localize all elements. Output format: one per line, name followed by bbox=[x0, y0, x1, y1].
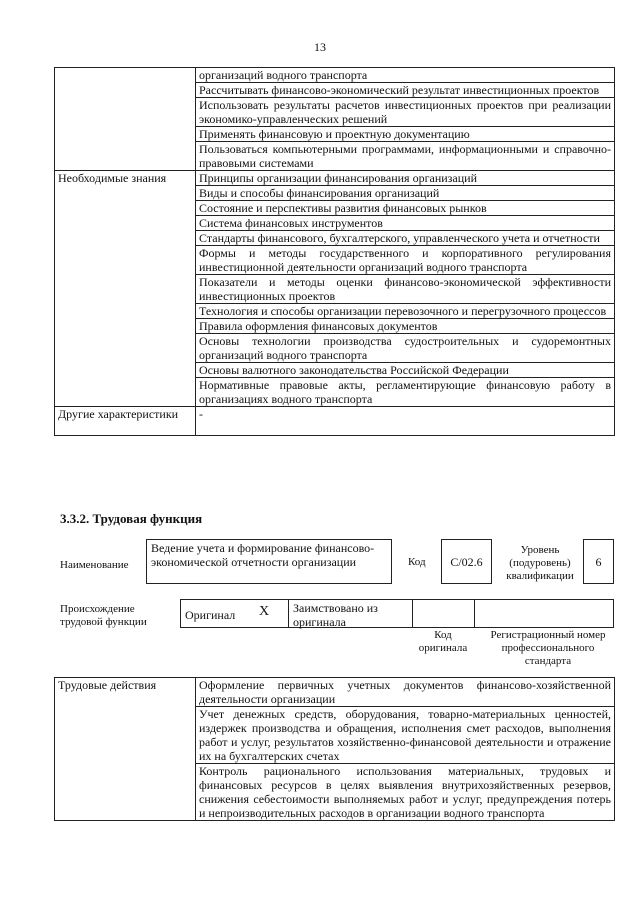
skill-row: Пользоваться компьютерными программами, информационными и справочно-правовыми системами bbox=[196, 142, 615, 171]
reg-number-label: Регистрационный номер профессионального стандарта bbox=[490, 629, 606, 667]
knowledge-row: Основы валютного законодательства Российской Федерации bbox=[196, 363, 615, 378]
knowledge-row: Состояние и перспективы развития финансовых рынков bbox=[196, 201, 615, 216]
skills-knowledge-table bbox=[54, 67, 615, 436]
skill-row: Применять финансовую и проектную документацию bbox=[196, 127, 615, 142]
section-title: 3.3.2. Трудовая функция bbox=[60, 511, 203, 526]
knowledge-row: Нормативные правовые акты, регламентирующие финансовую работу в организациях водного транспорта bbox=[196, 378, 615, 407]
borrowed-cell: Заимствовано из оригинала bbox=[288, 599, 412, 628]
skill-row: организаций водного транспорта bbox=[196, 68, 615, 83]
level-box: 6 bbox=[583, 539, 614, 584]
original-cell bbox=[180, 599, 288, 628]
knowledge-row: Основы технологии производства судостроительных и судоремонтных организаций водного транспорта bbox=[196, 334, 615, 363]
level-label: Уровень (подуровень) квалификации bbox=[506, 544, 574, 582]
knowledge-row: Формы и методы государственного и корпоративного регулирования инвестиционной деятельности организаций водного транспорта bbox=[196, 246, 615, 275]
knowledge-row: Правила оформления финансовых документов bbox=[196, 319, 615, 334]
page-number: 13 bbox=[314, 40, 326, 54]
knowledge-row: Принципы организации финансирования организаций bbox=[196, 171, 615, 186]
knowledge-label: Необходимые знания bbox=[55, 171, 196, 407]
name-label: Наименование bbox=[60, 559, 129, 571]
other-characteristics-value: - bbox=[196, 407, 615, 436]
labor-action-row: Оформление первичных учетных документов финансово-хозяйственной деятельности организации bbox=[196, 678, 615, 707]
reg-number-cell bbox=[474, 599, 614, 628]
code-box: С/02.6 bbox=[441, 539, 492, 584]
skill-row: Использовать результаты расчетов инвестиционных проектов при реализации экономико-управленческих решений bbox=[196, 98, 615, 127]
labor-actions-label: Трудовые действия bbox=[55, 678, 196, 821]
code-original-label: Код оригинала bbox=[418, 629, 468, 654]
knowledge-row: Виды и способы финансирования организаций bbox=[196, 186, 615, 201]
knowledge-row: Технология и способы организации перевозочного и перегрузочного процессов bbox=[196, 304, 615, 319]
original-label: Оригинал bbox=[185, 608, 236, 622]
labor-action-row: Учет денежных средств, оборудования, товарно-материальных ценностей, издержек производства и обращения, исполнения смет расходов, выполнения работ и услуг, результатов хозяйственно-финансовой деятельности и отражение их на бухгалтерских счетах bbox=[196, 707, 615, 764]
labor-actions-table bbox=[54, 677, 615, 821]
knowledge-row: Стандарты финансового, бухгалтерского, управленческого учета и отчетности bbox=[196, 231, 615, 246]
original-mark: X bbox=[259, 604, 270, 619]
code-original-cell bbox=[412, 599, 474, 628]
other-characteristics-label: Другие характеристики bbox=[55, 407, 196, 436]
skills-label-cell bbox=[55, 68, 196, 171]
labor-action-row: Контроль рационального использования материальных, трудовых и финансовых ресурсов в целях выявления внутрихозяйственных резервов, снижения себестоимости выполняемых работ и услуг, предупреждения потерь и непроизводительных расходов в организации водного транспорта bbox=[196, 764, 615, 821]
knowledge-row: Показатели и методы оценки финансово-экономической эффективности инвестиционных проектов bbox=[196, 275, 615, 304]
knowledge-row: Система финансовых инструментов bbox=[196, 216, 615, 231]
code-label: Код bbox=[408, 556, 426, 568]
function-name-box: Ведение учета и формирование финансово-экономической отчетности организации bbox=[146, 539, 392, 584]
skill-row: Рассчитывать финансово-экономический результат инвестиционных проектов bbox=[196, 83, 615, 98]
origin-boxes bbox=[180, 599, 614, 628]
origin-label: Происхождение трудовой функции bbox=[60, 603, 147, 628]
